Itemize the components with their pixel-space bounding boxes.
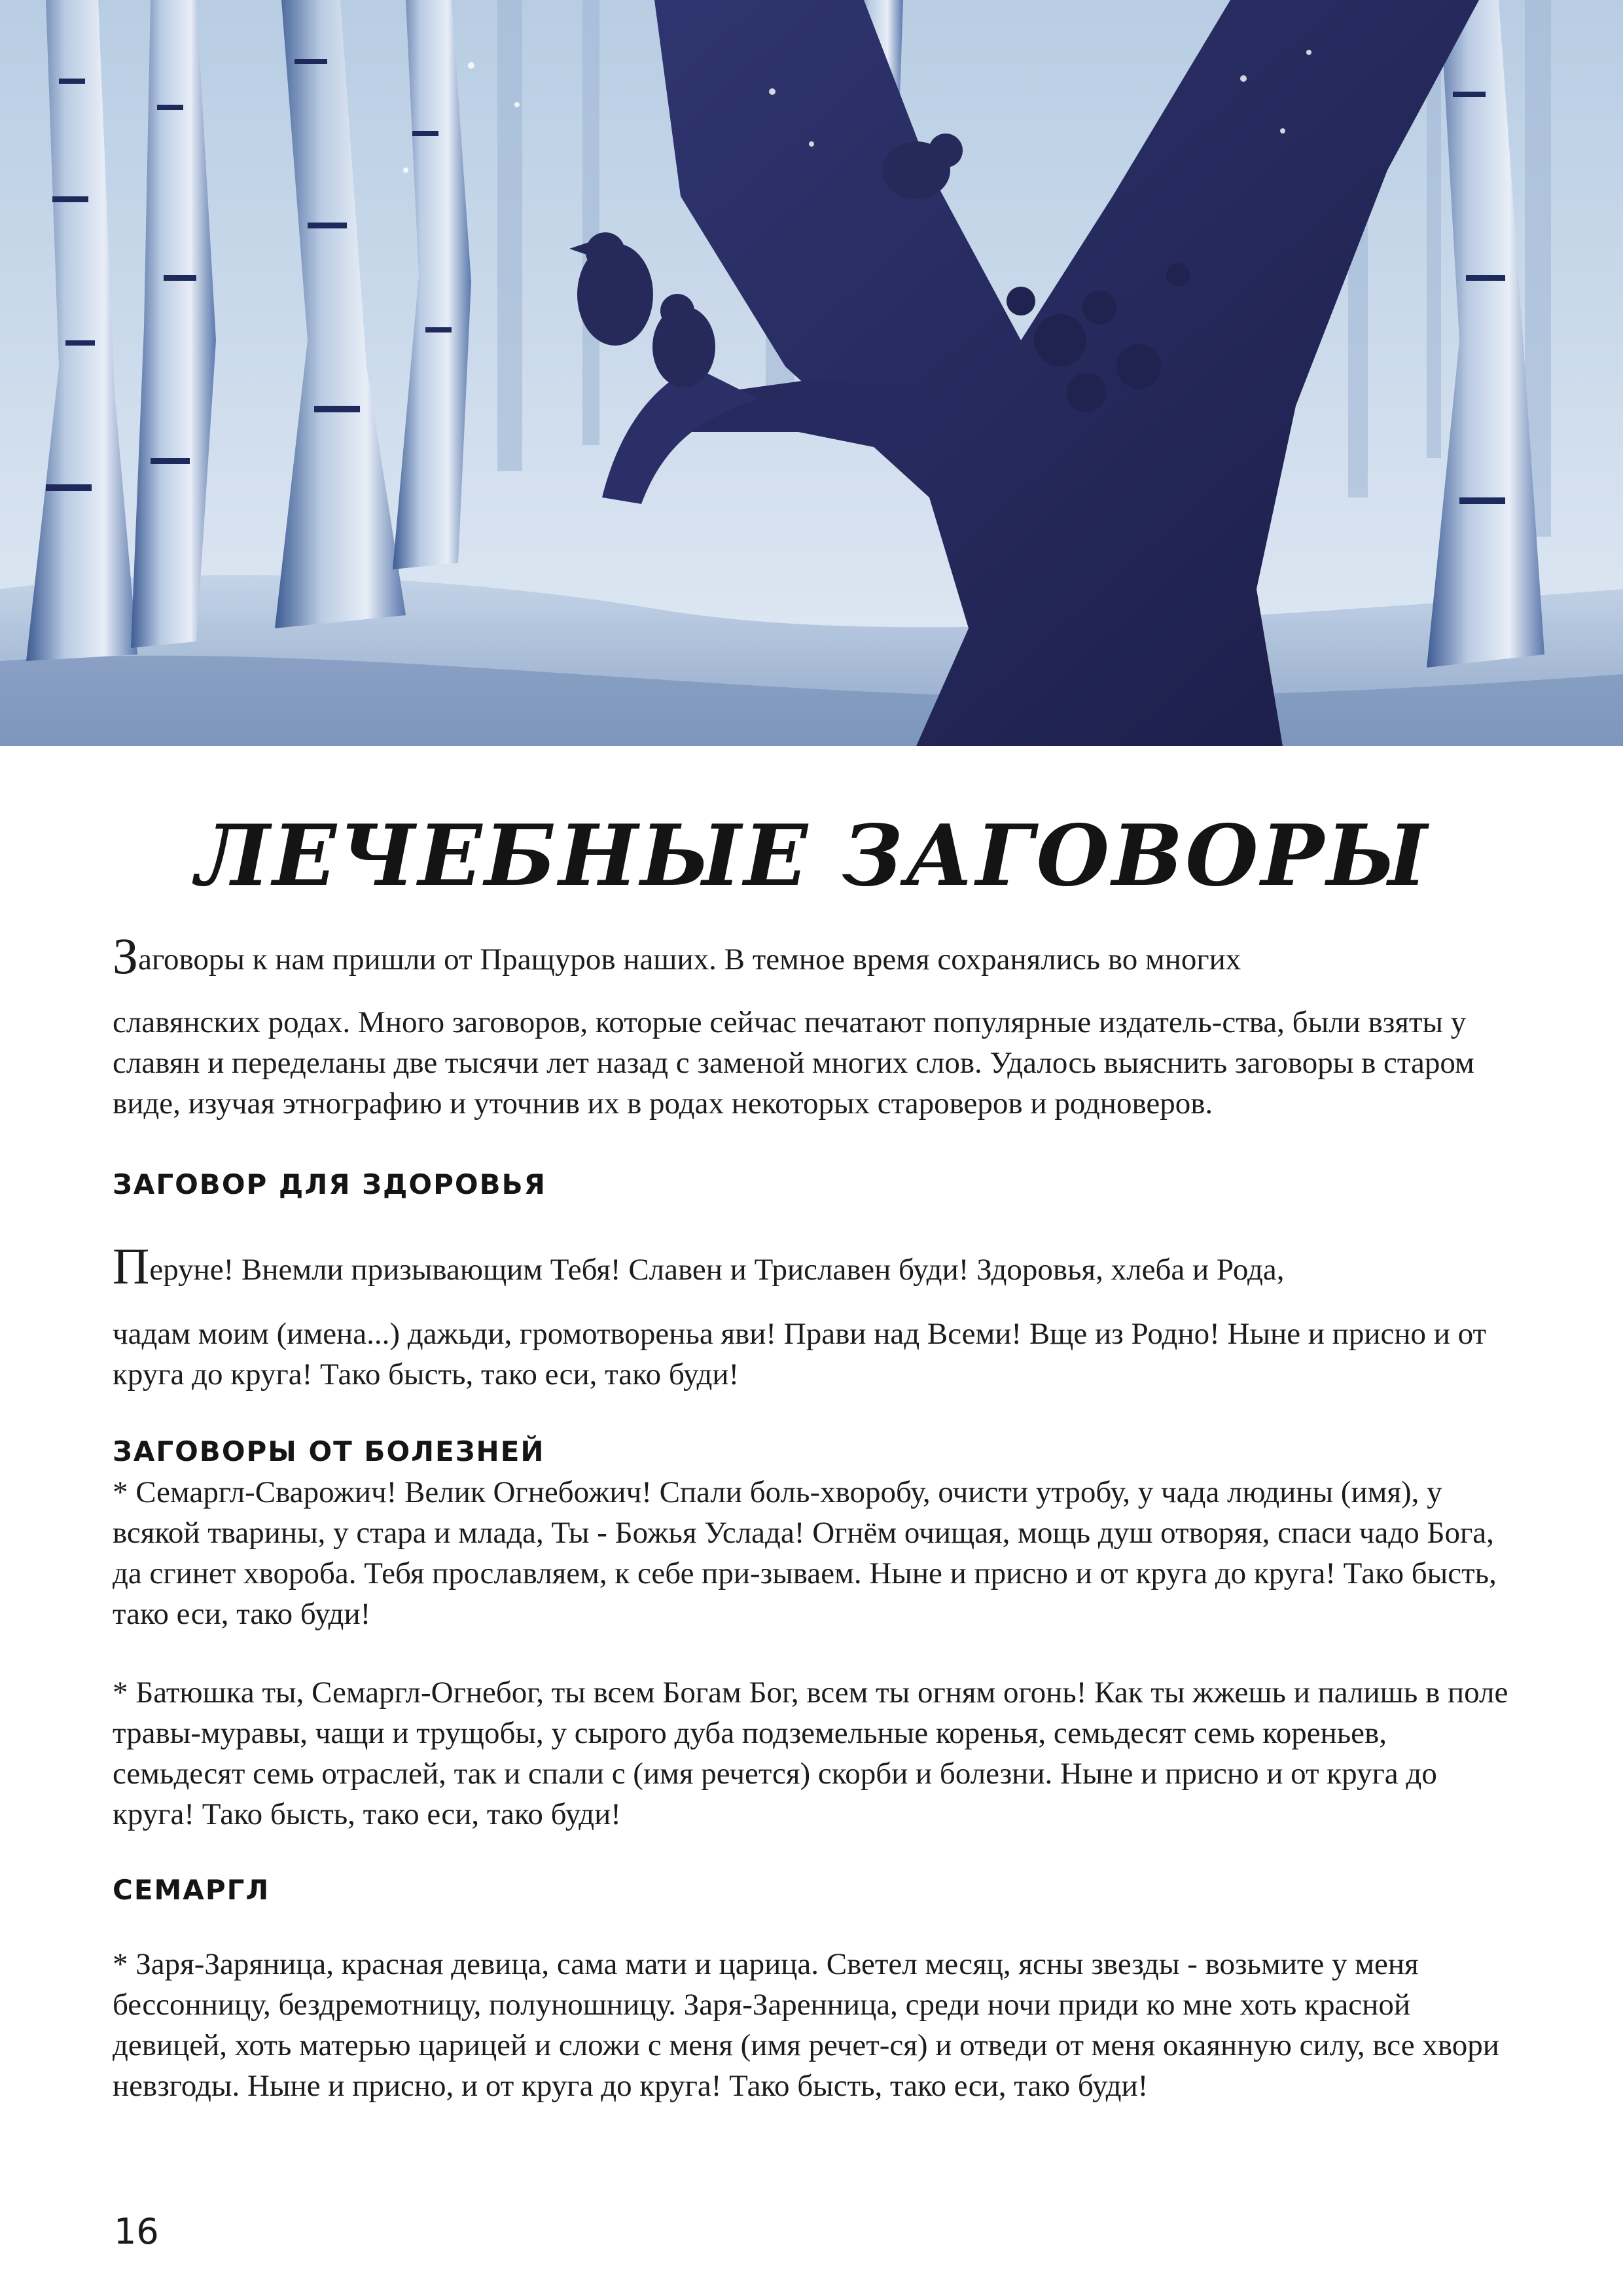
intro-rest-text: славянских родах. Много заговоров, которые сейчас печатают популярные издатель-ства, были взяты у славян и переделаны две тысячи лет назад с заменой многих слов. Удалось выяснить заговоры в старом виде, изучая этнографию и уточнив их в родах некоторых староверов и родноверов. <box>113 1005 1474 1121</box>
forest-ravens-illustration <box>0 0 1623 746</box>
main-content <box>113 746 1513 2106</box>
section-heading-illness: ЗАГОВОРЫ ОТ БОЛЕЗНЕЙ <box>113 1435 545 1467</box>
intro-first-line <box>113 927 1513 984</box>
section-heading-health: ЗАГОВОР ДЛЯ ЗДОРОВЬЯ <box>113 1168 546 1200</box>
intro-paragraph <box>113 927 1513 1124</box>
header-illustration <box>0 0 1623 746</box>
intro-line1-text: аговоры к нам пришли от Пращуров наших. В темное время сохранялись во многих <box>138 942 1241 977</box>
health-spell-paragraph <box>113 1238 1513 1395</box>
health-line1-text: еруне! Внемли призывающим Тебя! Славен и Триславен буди! Здоровья, хлеба и Рода, <box>149 1253 1285 1287</box>
intro-dropcap: З <box>113 927 139 984</box>
section-heading-semargl: СЕМАРГЛ <box>113 1874 270 1906</box>
illness-spell-1: * Семаргл-Сварожич! Велик Огнебожич! Спали боль-хворобу, очисти утробу, у чада людины (имя), у всякой тварины, у стара и млада, Ты - Божья Услада! Огнём очищая, мощь душ отворяя, спаси чадо Бога, да сгинет хвороба. Тебя прославляем, к себе при-зываем. Ныне и присно и от круга до круга! Тако бысть, тако еси, тако буди! <box>113 1475 1497 1631</box>
page-title: ЛЕЧЕБНЫЕ ЗАГОВОРЫ <box>196 807 1430 905</box>
illness-spell-2: * Батюшка ты, Семаргл-Огнебог, ты всем Богам Бог, всем ты огням огонь! Как ты жжешь и палишь в поле травы-муравы, чащи и трущобы, у сырого дуба подземельные коренья, семьдесят семь кореньев, семьдесят семь отраслей, так и спали с (имя речется) скорби и болезни. Ныне и присно и от круга до круга! Тако бысть, тако еси, тако буди! <box>113 1676 1508 1831</box>
health-first-line <box>113 1238 1513 1295</box>
page-number: 16 <box>114 2211 159 2252</box>
health-rest-text: чадам моим (имена...) дажьди, громотвореньа яви! Прави над Всеми! Вще из Родно! Ныне и присно и от круга до круга! Тако бысть, тако еси, тако буди! <box>113 1317 1487 1391</box>
health-dropcap: П <box>113 1238 150 1295</box>
semargl-spell: * Заря-Заряница, красная девица, сама мати и царица. Светел месяц, ясны звезды - возьмите у меня бессонницу, бездремотницу, полуношницу. Заря-Заренница, среди ночи приди ко мне хоть красной девицей, хоть матерью царицей и сложи с меня (имя речет-ся) и отведи от меня окаянную силу, все хвори невзгоды. Ныне и присно, и от круга до круга! Тако бысть, тако еси, тако буди! <box>113 1947 1499 2103</box>
